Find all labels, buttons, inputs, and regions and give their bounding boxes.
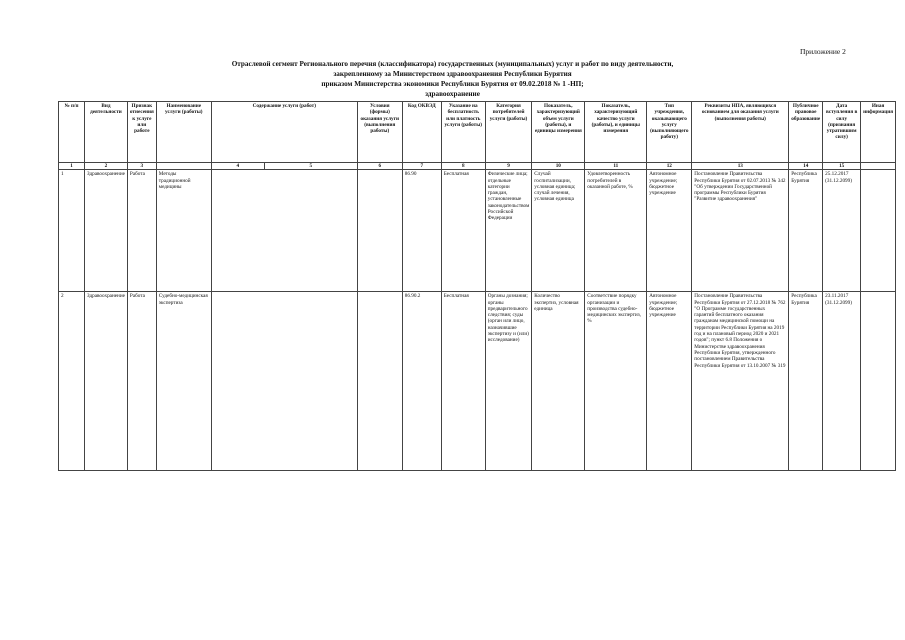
appendix-label: Приложение 2 [800,47,846,56]
header-cell: Указание на бесплатность или платность услуги (работы) [441,102,485,163]
cell-other [861,170,896,292]
col-number: 15 [823,163,861,170]
document-title [0,59,905,99]
header-cell: Содержание услуги (работ) [211,102,357,163]
cell-public-entity: Республика Бурятия [789,170,823,292]
col-number: 13 [692,163,789,170]
header-cell: Условия (формы) оказания услуги (выполнения работы) [357,102,402,163]
column-number-row [59,163,896,170]
col-number: 10 [532,163,585,170]
col-number: 9 [485,163,532,170]
header-cell: Показатель, характеризующий качество услуги (работы), и единицы измерения [585,102,647,163]
cell-paid: Бесплатная [441,170,485,292]
cell-name: Методы традиционной медицины [156,170,211,292]
title-line-3: приказом Министерства экономики Республики Бурятия от 09.02.2018 № 1 -НП; [321,80,584,88]
col-number: 8 [441,163,485,170]
header-cell: Тип учреждения, оказывающего услугу (выполняющего работу) [647,102,692,163]
cell-npa: Постановление Правительства Республики Бурятия от 27.12.2018 № 762 "О Программе государственных гарантий бесплатного оказания гражданам медицинской помощи на территории Республики Бурятия на 2019 год и на плановый период 2020 и 2021 годов"; пункт 6.8 Положения о Министерстве здравоохранения Республики Бурятия, утвержденного постановлением Правительства Республики Бурятия от 13.10.2007 № 319 [692,292,789,471]
cell-conditions [357,170,402,292]
col-number: 14 [789,163,823,170]
cell-institution-type: Автономное учреждение; бюджетное учреждение [647,170,692,292]
col-number [861,163,896,170]
cell-okved: 86.90.2 [402,292,441,471]
header-cell: № п/п [59,102,85,163]
header-cell: Публичное правовое образование [789,102,823,163]
col-number [156,163,211,170]
col-number: 6 [357,163,402,170]
header-cell: Признак отнесения к услуге или работе [127,102,156,163]
title-line-4: здравоохранение [425,90,480,98]
col-number: 5 [264,163,357,170]
cell-quality: Удовлетворенность потребителей в оказанной работе, % [585,170,647,292]
cell-volume: Случай госпитализации, условная единица; случай лечения, условная единица [532,170,585,292]
header-cell: Показатель, характеризующий объем услуги (работы), и единицы измерения [532,102,585,163]
header-cell: Реквизиты НПА, являющихся основанием для оказания услуги (выполнения работы) [692,102,789,163]
title-line-2: закрепленному за Министерством здравоохранения Республики Бурятия [333,70,572,78]
cell-conditions [357,292,402,471]
cell-number: 1 [59,170,85,292]
header-cell: Иная информация [861,102,896,163]
cell-number: 2 [59,292,85,471]
cell-date: 25.12.2017 (31.12.2099) [823,170,861,292]
col-number: 2 [85,163,128,170]
header-cell: Категория потребителей услуги (работы) [485,102,532,163]
header-cell: Дата вступления в силу (признания утратившим силу) [823,102,861,163]
header-cell: Вид деятельности [85,102,128,163]
cell-name: Судебно-медицинская экспертиза [156,292,211,471]
table-row [59,292,896,471]
services-table [58,101,896,471]
cell-activity: Здравоохранение [85,170,128,292]
cell-institution-type: Автономное учреждение; бюджетное учреждение [647,292,692,471]
cell-volume: Количество экспертиз, условная единица [532,292,585,471]
header-cell: Наименование услуги (работы) [156,102,211,163]
cell-category: Физические лица; отдельные категории граждан, установленные законодательством Российской Федерации [485,170,532,292]
cell-date: 23.11.2017 (31.12.2099) [823,292,861,471]
cell-public-entity: Республика Бурятия [789,292,823,471]
cell-content [211,292,357,471]
col-number: 7 [402,163,441,170]
cell-content [211,170,357,292]
cell-paid: Бесплатная [441,292,485,471]
col-number: 4 [211,163,264,170]
header-row [59,102,896,163]
cell-sign: Работа [127,292,156,471]
cell-activity: Здравоохранение [85,292,128,471]
col-number: 3 [127,163,156,170]
cell-category: Органы дознания; органы предварительного следствия; суды (орган или лицо, назначившие экспертизу и (или) исследование) [485,292,532,471]
cell-other [861,292,896,471]
col-number: 12 [647,163,692,170]
title-line-1: Отраслевой сегмент Регионального перечня (классификатора) государственных (муниципальных) услуг и работ по виду деятельности, [231,60,674,68]
cell-sign: Работа [127,170,156,292]
col-number: 1 [59,163,85,170]
cell-npa: Постановление Правительства Республики Бурятия от 02.07.2013 № 342 "Об утверждении Государственной программы Республики Бурятия "Развитие здравоохранения" [692,170,789,292]
col-number: 11 [585,163,647,170]
cell-quality: Соответствие порядку организации и производства судебно-медицинских экспертиз, % [585,292,647,471]
table-row [59,170,896,292]
header-cell: Код ОКВЭД [402,102,441,163]
cell-okved: 86.90 [402,170,441,292]
